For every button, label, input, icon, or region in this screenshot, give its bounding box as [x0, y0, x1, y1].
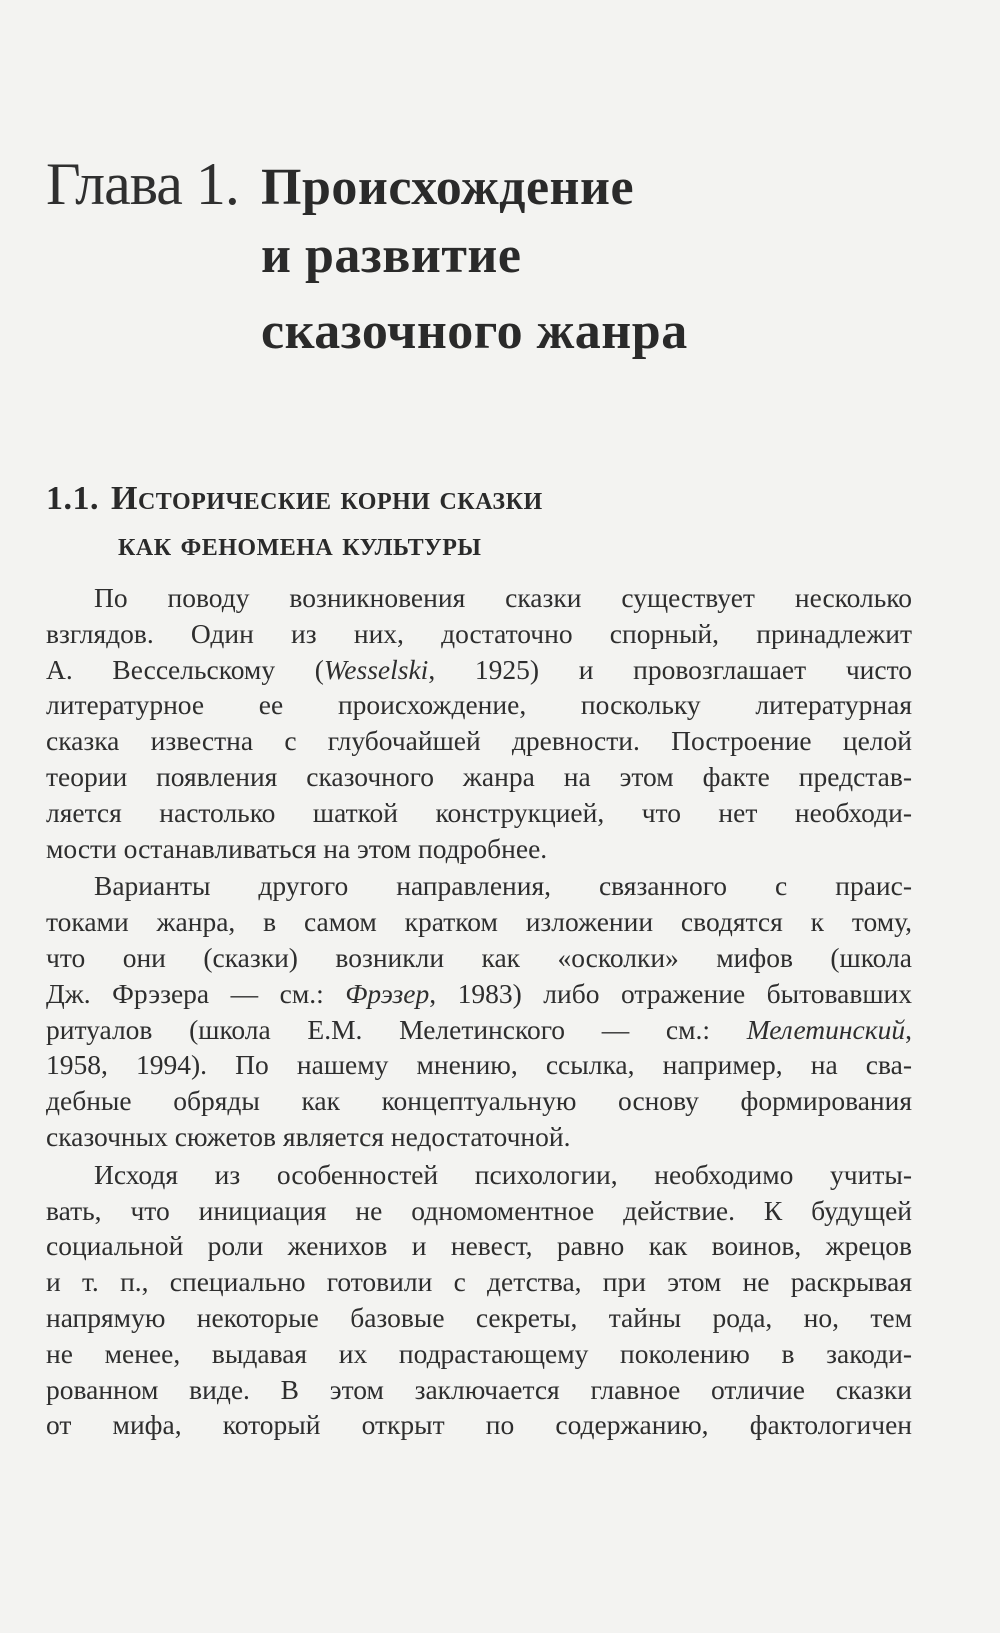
text-line: 1958, 1994). По нашему мнению, ссылка, например, на сва- — [46, 1049, 912, 1081]
text-line: рованном виде. В этом заключается главное отличие сказки — [46, 1373, 912, 1405]
text-line: мости останавливаться на этом подробнее. — [46, 832, 548, 864]
text-line: взглядов. Один из них, достаточно спорный, принадлежит — [46, 617, 912, 649]
text-line: дебные обряды как концептуальную основу формирования — [46, 1085, 912, 1117]
chapter-heading — [46, 150, 946, 378]
text-line: токами жанра, в самом кратком изложении сводятся к тому, — [46, 906, 912, 938]
citation-author: Фрэзер — [345, 977, 430, 1009]
text-run: А. Весcельскому ( — [46, 653, 324, 685]
section-number: 1.1. — [46, 480, 99, 517]
text-run: Дж. Фрэзера — см.: — [46, 977, 346, 1009]
text-line — [46, 1012, 912, 1048]
section-title-line: как феномена культуры — [118, 526, 482, 563]
citation-author: Wesselski — [323, 653, 429, 685]
text-line: от мифа, который открыт по содержанию, фактологичен — [46, 1409, 912, 1441]
body-text — [46, 580, 912, 1443]
text-run: ритуалов (школа Е.М. Мелетинского — см.: — [46, 1013, 747, 1045]
chapter-heading-line-1 — [46, 150, 946, 226]
text-run: , 1925) и провозглашает чисто — [428, 653, 912, 685]
text-line: напрямую некоторые базовые секреты, тайны рода, но, тем — [46, 1301, 912, 1333]
section-heading-line-1 — [46, 480, 946, 526]
text-line: социальной роли женихов и невест, равно как воинов, жрецов — [46, 1230, 912, 1262]
paragraph — [46, 868, 912, 1154]
text-line: теории появления сказочного жанра на этом факте представ- — [46, 760, 912, 792]
paragraph — [46, 580, 912, 866]
text-line: Варианты другого направления, связанного с праис- — [94, 870, 912, 902]
text-run: , — [905, 1013, 912, 1045]
chapter-title-line: Происхождение — [261, 159, 635, 216]
chapter-title-line: сказочного жанра — [261, 303, 688, 360]
chapter-heading-line-3 — [46, 302, 946, 378]
text-line: сказочных сюжетов является недостаточной. — [46, 1120, 571, 1152]
text-line: ляется настолько шаткой конструкцией, что нет необходи- — [46, 796, 912, 828]
chapter-heading-line-2 — [46, 226, 946, 302]
section-heading — [46, 480, 946, 572]
text-line: литературное ее происхождение, поскольку литературная — [46, 689, 912, 721]
chapter-title-line: и развитие — [261, 227, 522, 284]
text-line — [46, 976, 912, 1012]
citation-author: Мелетинский — [746, 1013, 906, 1045]
paragraph — [46, 1157, 912, 1443]
chapter-label: Глава 1. — [46, 151, 239, 217]
text-run: , 1983) либо отражение бытовавших — [429, 977, 912, 1009]
text-line: и т. п., специально готовили с детства, при этом не раскрывая — [46, 1266, 912, 1298]
text-line: сказка известна с глубочайшей древности. Построение целой — [46, 725, 912, 757]
text-line: По поводу возникновения сказки существует несколько — [94, 582, 912, 613]
text-line: что они (сказки) возникли как «осколки» мифов (школа — [46, 941, 912, 973]
section-title-line: Исторические корни сказки — [111, 480, 543, 517]
text-line: Исходя из особенностей психологии, необходимо учиты- — [94, 1158, 912, 1190]
section-heading-line-2 — [46, 526, 946, 572]
text-line: не менее, выдавая их подрастающему поколению в закоди- — [46, 1337, 912, 1369]
text-line: вать, что инициация не одномоментное действие. К будущей — [46, 1194, 912, 1226]
text-line — [46, 652, 912, 688]
